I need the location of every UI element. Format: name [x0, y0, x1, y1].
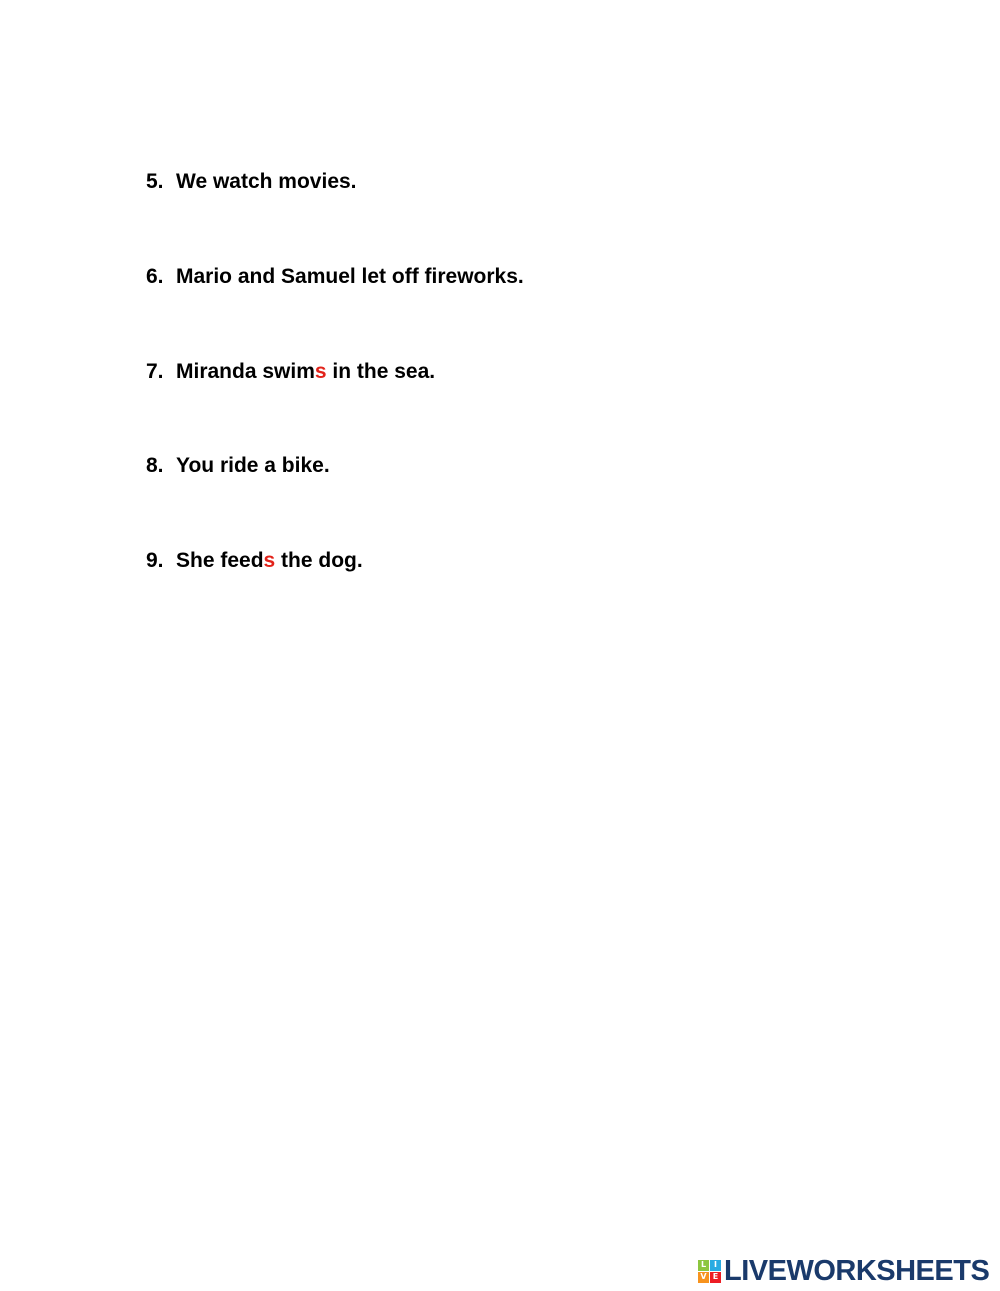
sentence-highlight: s: [314, 360, 327, 383]
sentence-number: 7.: [146, 360, 164, 383]
sentence-5: [146, 171, 357, 192]
sentence-8: [146, 455, 330, 476]
sentence-text: Miranda swim: [176, 360, 315, 383]
sentence-text: Mario and Samuel let off fireworks.: [176, 265, 524, 288]
logo-tile-e: E: [710, 1272, 721, 1283]
sentence-text: You ride a bike.: [176, 454, 330, 477]
sentence-number: 6.: [146, 265, 164, 288]
sentence-highlight: s: [263, 549, 276, 572]
logo-text: LIVEWORKSHEETS: [724, 1254, 990, 1287]
sentence-number: 9.: [146, 549, 164, 572]
liveworksheets-logo: [698, 1255, 989, 1287]
sentence-9: [146, 550, 363, 571]
sentence-number: 5.: [146, 170, 164, 193]
sentence-text: We watch movies.: [176, 170, 357, 193]
logo-tile-l: L: [698, 1260, 709, 1271]
sentence-text-after: the dog.: [275, 549, 363, 572]
logo-icon: [698, 1260, 721, 1283]
logo-tile-v: V: [698, 1272, 709, 1283]
sentence-text-after: in the sea.: [326, 360, 436, 383]
sentence-7: [146, 361, 435, 382]
sentence-number: 8.: [146, 454, 164, 477]
logo-tile-i: I: [710, 1260, 721, 1271]
sentence-text: She feed: [176, 549, 264, 572]
sentence-6: [146, 266, 524, 287]
